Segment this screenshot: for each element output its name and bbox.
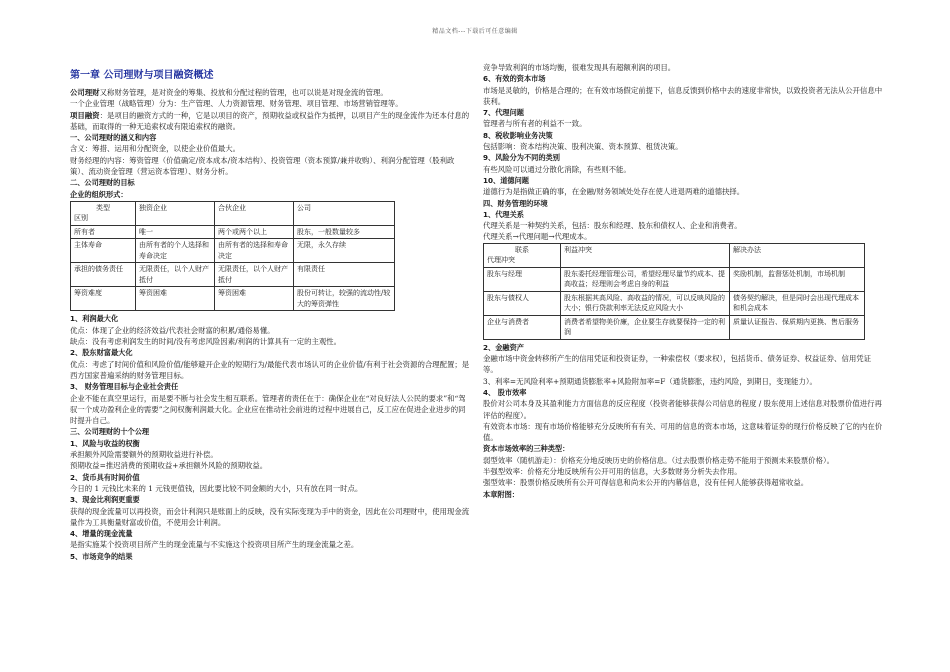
paragraph: 获得的现金流量可以再投资，而会计利润只是账面上的反映，没有实际变现为手中的资金，因此在公司理财中，使用现金流量作为工具衡量财富或价值，不使用会计利润。 [70,506,470,527]
subheading: 2、货币具有时间价值 [70,472,140,482]
corner-bottom-label: 区别 [74,214,88,223]
column-header: 解决办法 [730,243,865,267]
table-cell: 股东，一般数量较多 [294,225,395,239]
table-cell: 所有者 [71,225,136,239]
subheading: 3、 财务管理目标与企业社会责任 [70,382,179,392]
paragraph: 代理关系是一种契约关系，包括：股东和经理、股东和债权人、企业和消费者。 [483,221,742,231]
paragraph: 是指实施某个投资项目所产生的现金流量与不实施这个投资项目所产生的现金流量之差。 [70,540,359,550]
term-project-finance: 项目融资 [70,110,100,120]
table-cell: 筹资困难 [136,287,215,311]
table-row [484,315,865,339]
corner-top-label: 联系 [515,245,529,254]
subheading: 4、 股市效率 [483,387,527,397]
table-corner-cell [71,201,136,225]
table-cell: 股东与经理 [484,267,561,291]
table-cell: 股东根据其高风险、高收益的情况，可以反映风险的大小；银行贷款利率无法反应风险大小 [561,291,730,315]
paragraph: 市场是灵敏的，价格是合理的；在有效市场假定前提下，信息反馈到价格中去的速度非常快，以致投资者无法从公开信息中获利。 [483,85,883,106]
chapter-title: 第一章 公司理财与项目融资概述 [70,70,214,81]
paragraph [70,110,470,133]
table-cell: 无限责任，以个人财产抵付 [215,263,294,287]
section-heading: 四、财务管理的环境 [483,198,548,208]
table-cell: 承担的债务责任 [71,263,136,287]
table-cell: 两个或两个以上 [215,225,294,239]
subheading: 8、税收影响业务决策 [483,130,553,140]
paragraph: 弱型效率（随机游走）：价格充分地反映历史的价格信息。（过去股票价格走势不能用于预测未来股票价格）。 [483,455,835,465]
paragraph: 含义：筹措、运用和分配资金，以使企业价值最大。 [70,144,240,154]
table-cell: 筹资困难 [215,287,294,311]
paragraph [70,87,470,98]
org-forms-table [70,201,395,312]
section-heading: 二、公司理财的目标 [70,178,135,188]
subheading: 5、市场竞争的结果 [70,551,133,561]
paragraph-text: 又称财务管理，是对资金的筹集、投放和分配过程的管理，也可以说是对现金流的管理。 [99,88,388,97]
table-header-row [71,201,395,225]
table-cell: 消费者希望物美价廉，企业要生存就要保持一定的利润 [561,315,730,339]
paragraph: 道德行为是指做正确的事，在金融/财务领域处处存在使人进退两难的道德抉择。 [483,187,745,197]
column-header: 合伙企业 [215,201,294,225]
subheading: 4、增量的现金流量 [70,529,133,539]
subheading: 2、股东财富最大化 [70,348,133,358]
table-cell: 奖励机制，监督惩处机制，市场机制 [730,267,865,291]
subheading: 6、有效的资本市场 [483,74,546,84]
table-cell: 债务契约解决，但是同时会出现代理成本和机会成本 [730,291,865,315]
paragraph-text: ：是项目的融资方式的一种，它是以项目的资产，预期收益或权益作为抵押，以项目产生的现金流作为还本付息的基础，而取得的一种无追索权或有限追索权的融资。 [70,110,470,131]
column-header: 利益冲突 [561,243,730,267]
paragraph: 股价对公司本身及其盈利能力方面信息的反应程度（投资者能够获得公司信息的程度 / 股东使用上述信息对股票价值进行再评估的程度）。 [483,399,882,420]
table-cell: 由所有者的个人选择和寿命决定 [136,239,215,263]
corner-bottom-label: 代理冲突 [487,256,515,265]
right-column [483,62,883,500]
paragraph: 竞争导致利润的市场均衡，很难发现具有超额利润的项目。 [483,63,676,72]
table-cell: 企业与消费者 [484,315,561,339]
paragraph: 管理者与所有者的利益不一致。 [483,119,587,129]
table-cell: 股份可转让，较强的流动性/较大的筹资弹性 [294,287,395,311]
table-header-row [484,243,865,267]
subheading: 2、金融资产 [483,342,524,352]
paragraph: 预期收益=推迟消费的预期收益+承担额外风险的预期收益。 [70,461,268,471]
paragraph: 承担额外风险需要额外的预期收益进行补偿。 [70,450,218,460]
table-row [71,263,395,287]
page-header: 精品文档---下载后可任意编辑 [432,28,518,35]
paragraph: 有些风险可以通过分散化消除，有些则不能。 [483,164,631,174]
paragraph: 财务经理的内容：筹资管理（价值确定/资本成本/资本结构）、投资管理（资本预算/兼并收购）、利润分配管理（股利政策）、流动资金管理（营运资本管理）、财务分析。 [70,155,455,177]
table-row [71,225,395,239]
paragraph: 企业不能在真空里运行，而是要不断与社会发生相互联系。管理者的责任在于：确保企业在“对良好法人公民的要求”和“驾驭一个成功盈利企业的需要”之间权衡利润最大化。企业应在推动社会前进的过程中进展自己，反工应在促进企业进步的同时提升自己。 [70,393,466,426]
table-row [484,267,865,291]
table-cell: 无限责任，以个人财产抵付 [136,263,215,287]
subheading: 10、道德问题 [483,175,529,185]
paragraph: 金融市场中资金转移所产生的信用凭证和投资证券，一种索偿权（要求权），包括货币、债务证券、权益证券、信用凭证等。 [483,354,872,375]
column-header: 公司 [294,201,395,225]
paragraph: 优点：体现了企业的经济效益/代表社会财富的积累/通俗易懂。 [70,325,275,335]
table-cell: 由所有者的选择和寿命决定 [215,239,294,263]
section-heading: 一、公司理财的涵义和内容 [70,133,157,143]
column-header: 独资企业 [136,201,215,225]
table-cell: 唯一 [136,225,215,239]
paragraph: 半强型效率：价格充分地反映所有公开可用的信息，大多数财务分析失去作用。 [483,467,742,477]
paragraph: 缺点：没有考虑利润发生的时间/没有考虑风险因素/利润的计算具有一定的主观性。 [70,337,342,347]
table-cell: 股东与债权人 [484,291,561,315]
paragraph: 今日的 1 元钱比未来的 1 元钱更值钱，因此要比较不同金额的大小，只有放在同一时点。 [70,483,363,493]
subheading: 本章附图： [483,489,519,499]
agency-table [483,243,865,340]
table-row [71,287,395,311]
subheading: 1、代理关系 [483,209,524,219]
subheading: 1、利润最大化 [70,314,119,324]
subheading: 企业的组织形式： [70,189,128,199]
paragraph: 3、利率=无风险利率+预期通货膨胀率+风险附加率=F（通货膨胀，违约风险，到期日，变现能力）。 [483,376,817,386]
paragraph: 包括影响：资本结构决策、股利决策、资本预算、租赁决策。 [483,142,683,152]
section-heading: 三、公司理财的十个公理 [70,427,150,437]
corner-top-label: 类型 [96,203,110,212]
subheading: 3、现金比利润更重要 [70,495,140,505]
subheading: 资本市场效率的三种类型： [483,444,570,454]
subheading: 9、风险分为不同的类别 [483,153,560,163]
paragraph: 强型效率：股票价格反映所有公开可得信息和尚未公开的内幕信息，没有任何人能够获得超常收益。 [483,478,809,488]
table-cell: 有限责任 [294,263,395,287]
paragraph: 优点：考虑了时间价值和风险价值/能够避开企业的短期行为/最能代表市场认可的企业价值/有利于社会资源的合理配置；是西方国家普遍采纳的财务管理目标。 [70,359,470,380]
table-corner-cell [484,243,561,267]
table-cell: 质量认证报告、保质期内更换、售后服务 [730,315,865,339]
subheading: 1、风险与收益的权衡 [70,438,140,448]
table-row [484,291,865,315]
paragraph: 有效资本市场：现有市场价格能够充分反映所有有关、可用的信息的资本市场，这意味着证券的现行价格反映了它的内在价值。 [483,421,883,443]
table-cell: 无限，永久存续 [294,239,395,263]
paragraph: 一个企业管理（战略管理）分为：生产管理、人力资源管理、财务管理、项目管理、市场营销管理等。 [70,99,403,109]
table-cell: 筹资难度 [71,287,136,311]
table-row [71,239,395,263]
table-cell: 股东委托经理管理公司，希望经理尽量节约成本、提高收益；经理则会考虑自身的利益 [561,267,730,291]
subheading: 7、代理问题 [483,108,524,118]
table-cell: 主体寿命 [71,239,136,263]
term-corporate-finance: 公司理财 [70,88,100,97]
paragraph: 代理关系→代理问题→代理成本。 [483,232,592,242]
left-column [70,68,470,562]
